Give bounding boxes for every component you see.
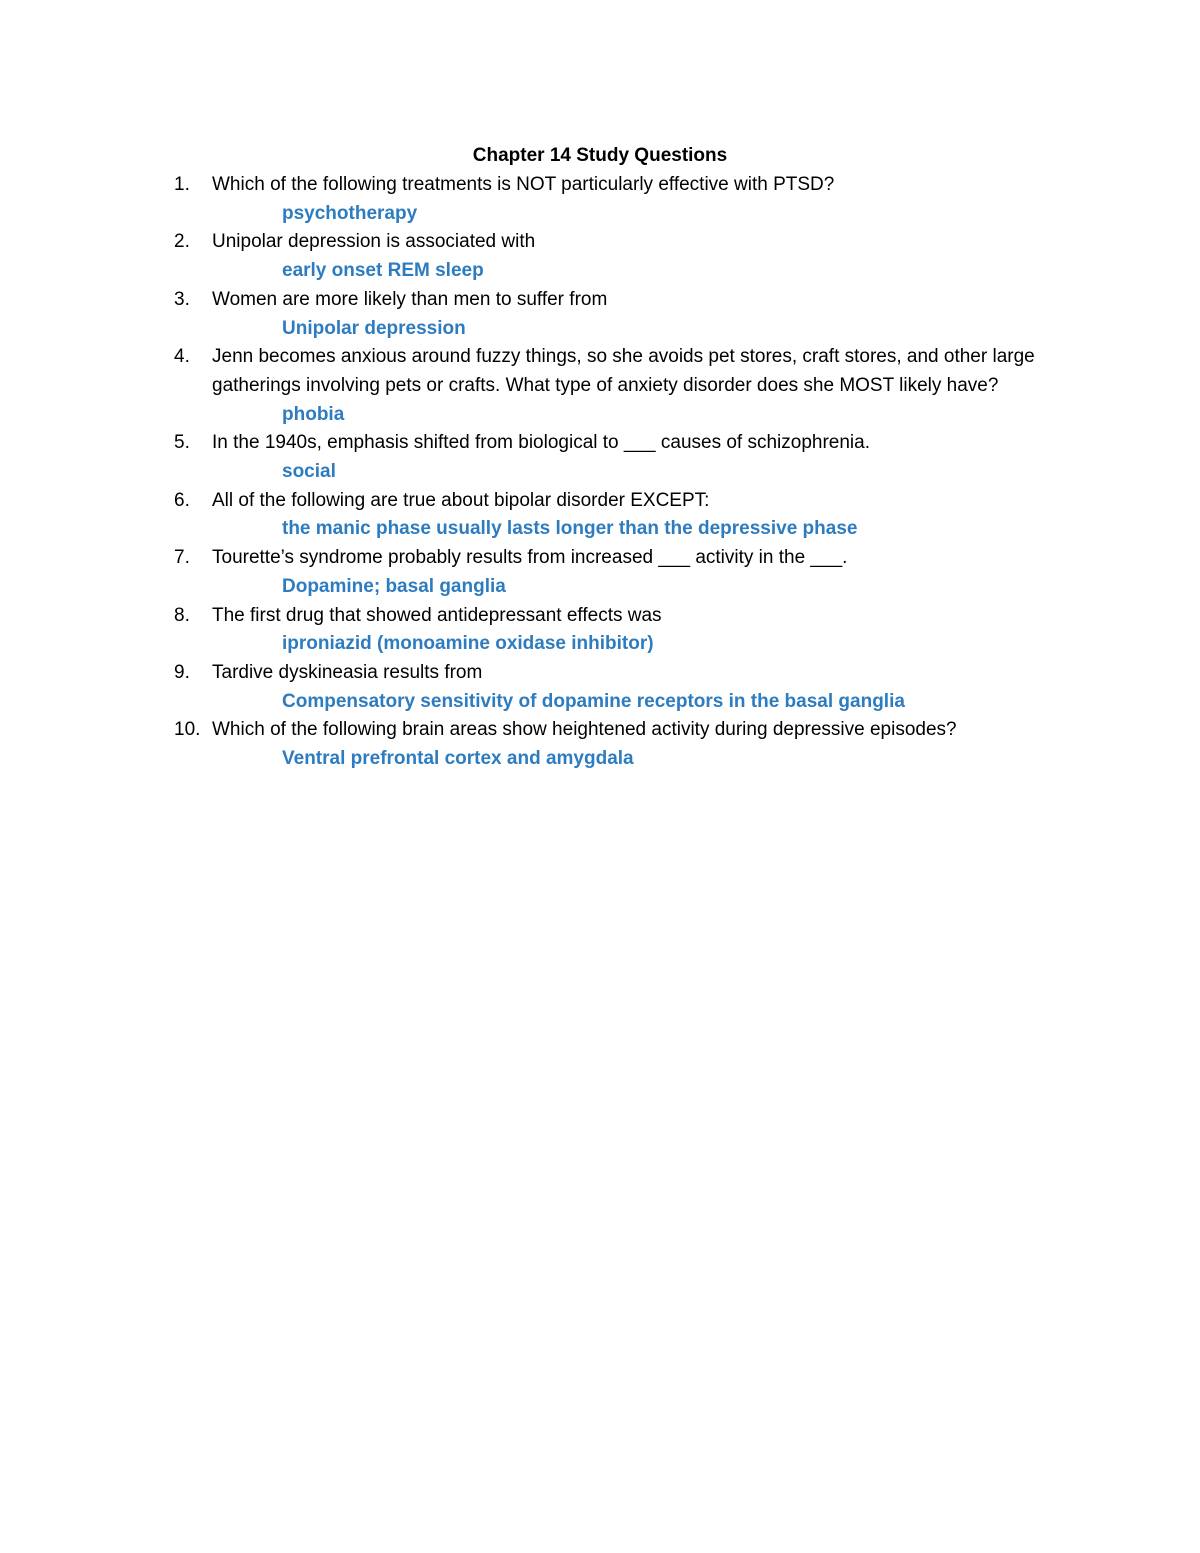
question-number: 1. (174, 174, 190, 195)
question-number: 10. (174, 719, 201, 741)
question-text: Tardive dyskineasia results from (212, 661, 483, 683)
question-text: Jenn becomes anxious around fuzzy things, so she avoids pet stores, craft stores, and other large gatherings involving pets or crafts. What type of anxiety disorder does she MOST likely have? (212, 346, 1035, 396)
answer-text: Unipolar depression (282, 317, 466, 339)
question-text: Which of the following brain areas show heightened activity during depressive episodes? (212, 719, 957, 741)
answer-text: psychotherapy (282, 202, 418, 224)
question-number: 4. (174, 346, 190, 368)
answer-text: phobia (282, 403, 345, 425)
question-number: 9. (174, 661, 190, 683)
question-item (174, 659, 1074, 688)
question-item (174, 487, 1074, 516)
question-item (174, 544, 1074, 573)
question-text: All of the following are true about bipolar disorder EXCEPT: (212, 489, 710, 511)
question-item (174, 716, 1074, 745)
question-text: Tourette’s syndrome probably results from increased ___ activity in the ___. (212, 547, 848, 569)
question-number: 7. (174, 547, 190, 569)
answer-text: the manic phase usually lasts longer than the depressive phase (282, 518, 858, 540)
question-number: 8. (174, 604, 190, 626)
question-list (174, 171, 1074, 774)
question-item (174, 171, 1074, 200)
question-item (174, 602, 1074, 631)
question-number: 5. (174, 432, 190, 454)
question-number: 3. (174, 288, 190, 310)
page-title: Chapter 14 Study Questions (472, 145, 728, 166)
question-text: Which of the following treatments is NOT particularly effective with PTSD? (212, 174, 835, 195)
question-item (174, 286, 1074, 315)
answer-text: early onset REM sleep (282, 260, 484, 282)
answer-text: Compensatory sensitivity of dopamine receptors in the basal ganglia (282, 690, 905, 712)
question-item (174, 228, 1074, 257)
question-text: Unipolar depression is associated with (212, 231, 536, 253)
question-text: In the 1940s, emphasis shifted from biological to ___ causes of schizophrenia. (212, 432, 870, 454)
answer-text: Dopamine; basal ganglia (282, 575, 506, 597)
question-text: Women are more likely than men to suffer from (212, 288, 608, 310)
question-item (174, 429, 1074, 458)
answer-text: social (282, 461, 336, 483)
answer-text: iproniazid (monoamine oxidase inhibitor) (282, 633, 654, 655)
question-text: The first drug that showed antidepressant effects was (212, 604, 662, 626)
question-number: 2. (174, 231, 190, 253)
answer-text: Ventral prefrontal cortex and amygdala (282, 748, 634, 770)
question-number: 6. (174, 489, 190, 511)
question-item (174, 343, 1074, 400)
